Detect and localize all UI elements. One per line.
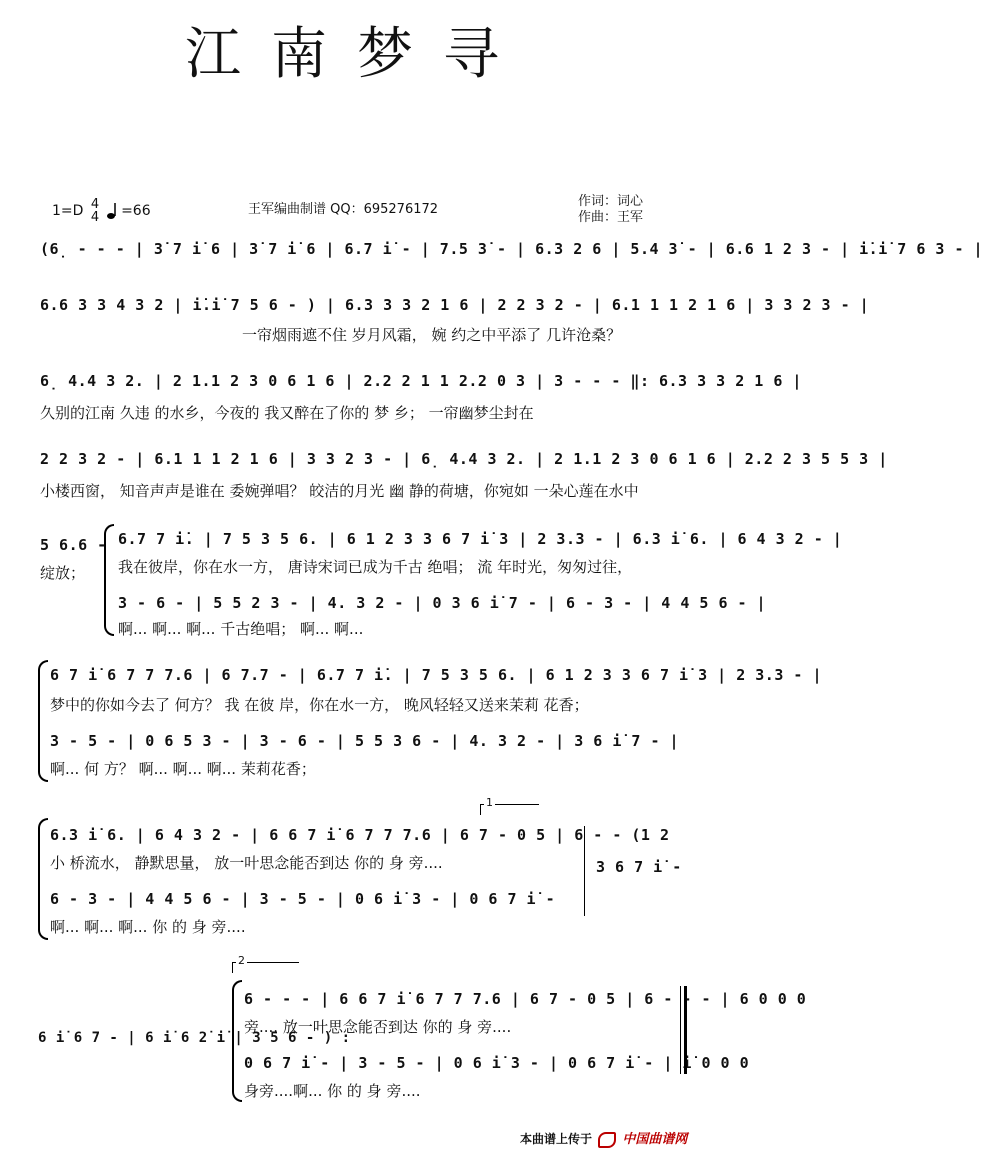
lead-notes-8: 6 i̇ 6 7 - | 6 i̇ 6 2̇ i̇ | 3 5 6 - ) : xyxy=(38,1030,351,1046)
lower-lyrics-8: 身旁....啊... 你 的 身 旁.... xyxy=(244,1082,421,1100)
tempo: =66 xyxy=(121,203,151,219)
arranger-credit: 王军编曲制谱 QQ：695276172 xyxy=(248,202,439,217)
lower-lyrics-5: 啊... 啊... 啊... 千古绝唱； 啊... 啊... xyxy=(118,620,364,638)
volta-bracket-2 xyxy=(232,954,299,973)
key-label: 1=D xyxy=(52,203,84,219)
page-title: 江南梦寻 xyxy=(185,22,529,87)
closing-bar-7 xyxy=(584,826,585,916)
upload-note xyxy=(520,1128,687,1148)
composer-credit: 作曲：王军 xyxy=(578,210,644,225)
time-top: 4 xyxy=(90,197,100,212)
volta-number-1: 1 xyxy=(486,796,493,809)
score-line-1: (6̣ - - - | 3̇ 7 i̇ 6 | 3̇ 7 i̇ 6 | 6.7 i̇ - | 7.5 3̇ - | 6.3 2 6 | 5.4 3̇ - | 6.6 1 2 3 - | i̇.i̇ 7 6 3 - | xyxy=(40,240,983,258)
system-brace-8 xyxy=(232,980,242,1102)
volta-number-2: 2 xyxy=(238,954,245,967)
upper-notes-7: 6.3 i̇ 6. | 6 4 3 2 - | 6 6 7 i̇ 6 7 7 7.6 | 6 7 - 0 5 | 6 - - (1 2 xyxy=(50,826,670,844)
lyricist-credit: 作词：词心 xyxy=(578,194,644,209)
score-line-3: 6̣ 4.4 3 2. | 2 1.1 2 3 0 6 1 6 | 2.2 2 1 1 2.2 0 3 | 3 - - - ‖: 6.3 3 3 2 1 6 | xyxy=(40,372,802,390)
lower-notes-5: 3 - 6 - | 5 5 2 3 - | 4. 3 2 - | 0 3 6 i̇ 7 - | 6 - 3 - | 4 4 5 6 - | xyxy=(118,594,767,612)
upload-text: 本曲谱上传于 xyxy=(520,1132,593,1146)
score-line-2: 6.6 3 3 4 3 2 | i̇.i̇ 7 5 6 - ) | 6.3 3 3 2 1 6 | 2 2 3 2 - | 6.1 1 1 2 1 6 | 3 3 2 3 - | xyxy=(40,296,870,314)
lower-notes-8: 0 6 7 i̇ - | 3 - 5 - | 0 6 i̇ 3 - | 0 6 7 i̇ - | i̇ 0 0 0 xyxy=(244,1054,750,1072)
quarter-note-icon xyxy=(107,202,117,220)
upper-lyrics-6: 梦中的你如今去了 何方？ 我 在彼 岸，你在水一方， 晚风轻轻又送来茉莉 花香； xyxy=(50,696,589,714)
system-brace-5 xyxy=(104,524,114,636)
lower-notes-7: 6 - 3 - | 4 4 5 6 - | 3 - 5 - | 0 6 i̇ 3 - | 0 6 7 i̇ - xyxy=(50,890,556,908)
site-name-link[interactable]: 中国曲谱网 xyxy=(622,1132,688,1147)
time-bottom: 4 xyxy=(90,210,100,225)
tail-notes-7: 3 6 7 i̇ - xyxy=(596,858,682,876)
upper-notes-8: 6 - - - | 6 6 7 i̇ 6 7 7 7.6 | 6 7 - 0 5 | 6 - - - | 6 0 0 0 xyxy=(244,990,807,1008)
system-brace-7 xyxy=(38,818,48,940)
site-logo-icon xyxy=(598,1132,616,1148)
upper-notes-5: 6.7 7 i̇. | 7 5 3 5 6. | 6 1 2 3 3 6 7 i̇ 3 | 2 3.3 - | 6.3 i̇ 6. | 6 4 3 2 - | xyxy=(118,530,843,548)
upper-notes-6: 6 7 i̇ 6 7 7 7.6 | 6 7.7 - | 6.7 7 i̇. | 7 5 3 5 6. | 6 1 2 3 3 6 7 i̇ 3 | 2 3.3 - | xyxy=(50,666,822,684)
lower-lyrics-7: 啊... 啊... 啊... 你 的 身 旁.... xyxy=(50,918,246,936)
lower-notes-6: 3 - 5 - | 0 6 5 3 - | 3 - 6 - | 5 5 3 6 - | 4. 3 2 - | 3 6 i̇ 7 - | xyxy=(50,732,680,750)
key-signature xyxy=(52,198,151,224)
time-signature xyxy=(91,198,99,224)
lead-notes-5: 5 6.6 - xyxy=(40,536,107,554)
score-line-4: 2 2 3 2 - | 6.1 1 1 2 1 6 | 3 3 2 3 - | 6̣ 4.4 3 2. | 2 1.1 2 3 0 6 1 6 | 2.2 2 3 5 5 3 | xyxy=(40,450,888,468)
upper-lyrics-5: 我在彼岸，你在水一方， 唐诗宋词已成为千古 绝唱； 流 年时光，匆匆过往， xyxy=(118,558,633,576)
volta-bracket-1 xyxy=(480,796,539,815)
final-barline xyxy=(684,986,687,1074)
lyrics-line-4: 小楼西窗， 知音声声是谁在 委婉弹唱？ 皎洁的月光 幽 静的荷塘，你宛如 一朵心莲在水中 xyxy=(40,482,639,500)
system-brace-6 xyxy=(38,660,48,782)
lead-lyrics-5: 绽放； xyxy=(40,564,86,582)
upper-lyrics-7: 小 桥流水， 静默思量， 放一叶思念能否到达 你的 身 旁.... xyxy=(50,854,443,872)
lyrics-line-2: 一帘烟雨遮不住 岁月风霜， 婉 约之中平添了 几许沧桑？ xyxy=(242,326,622,344)
upper-lyrics-8: 旁.... 放一叶思念能否到达 你的 身 旁.... xyxy=(244,1018,512,1036)
lyrics-line-3: 久别的江南 久违 的水乡，今夜的 我又醉在了你的 梦 乡； 一帘幽梦尘封在 xyxy=(40,404,534,422)
lower-lyrics-6: 啊... 何 方？ 啊... 啊... 啊... 茉莉花香； xyxy=(50,760,316,778)
final-barline-thin xyxy=(680,986,681,1074)
